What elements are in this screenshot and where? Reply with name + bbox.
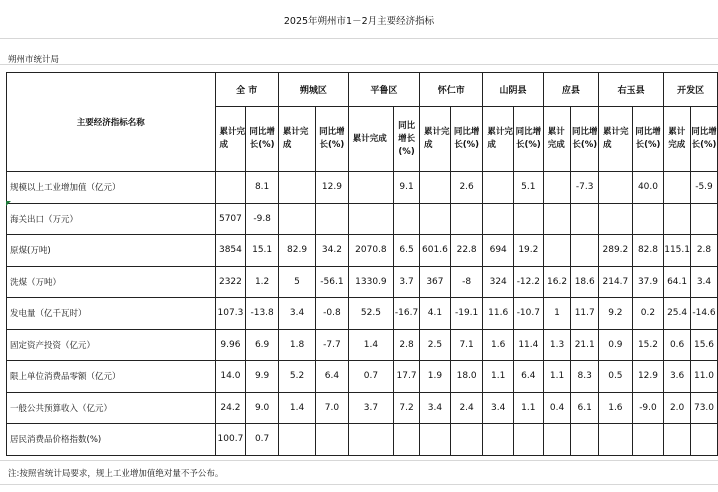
yoy-growth-value-huairen: 18.0 bbox=[450, 361, 483, 393]
cumulative-value-shanyin bbox=[483, 172, 514, 204]
region-header-all: 全 市 bbox=[215, 73, 278, 107]
yoy-growth-value-shanyin: -12.2 bbox=[513, 266, 543, 298]
yoy-growth-value-yingxian bbox=[571, 203, 599, 235]
cumulative-value-youyu: 0.5 bbox=[599, 361, 633, 393]
cumulative-value-youyu: 214.7 bbox=[599, 266, 633, 298]
yoy-growth-value-youyu: 15.2 bbox=[632, 329, 664, 361]
yoy-growth-value-youyu: 40.0 bbox=[632, 172, 664, 204]
yoy-growth-value-pinglu: 3.7 bbox=[394, 266, 420, 298]
region-header-kaifaqu: 开发区 bbox=[664, 73, 718, 107]
cumulative-value-huairen: 367 bbox=[420, 266, 451, 298]
yoy-growth-value-pinglu bbox=[394, 424, 420, 456]
cumulative-value-pinglu: 2070.8 bbox=[348, 235, 393, 267]
subheader-cumulative: 累计完成 bbox=[278, 107, 315, 172]
yoy-growth-value-pinglu: -16.7 bbox=[394, 298, 420, 330]
cumulative-value-huairen: 4.1 bbox=[420, 298, 451, 330]
sheet-gridline bbox=[0, 38, 718, 39]
cumulative-value-youyu: 1.6 bbox=[599, 392, 633, 424]
cumulative-value-yingxian bbox=[543, 424, 571, 456]
cumulative-value-shuocheng: 1.4 bbox=[278, 392, 315, 424]
yoy-growth-value-youyu: 82.8 bbox=[632, 235, 664, 267]
cumulative-value-shuocheng: 3.4 bbox=[278, 298, 315, 330]
region-header-pinglu: 平鲁区 bbox=[348, 73, 419, 107]
subheader-cumulative: 累计完成 bbox=[348, 107, 393, 172]
yoy-growth-value-all: 15.1 bbox=[246, 235, 279, 267]
yoy-growth-value-kaifaqu: 73.0 bbox=[690, 392, 717, 424]
cumulative-value-youyu: 289.2 bbox=[599, 235, 633, 267]
yoy-growth-value-huairen: 2.4 bbox=[450, 392, 483, 424]
yoy-growth-value-yingxian: -7.3 bbox=[571, 172, 599, 204]
table-row bbox=[7, 172, 718, 204]
cumulative-value-kaifaqu: 0.6 bbox=[664, 329, 691, 361]
cumulative-value-huairen bbox=[420, 424, 451, 456]
table-row bbox=[7, 361, 718, 393]
cumulative-value-shanyin bbox=[483, 203, 514, 235]
yoy-growth-value-yingxian bbox=[571, 235, 599, 267]
cumulative-value-yingxian: 1.1 bbox=[543, 361, 571, 393]
cumulative-value-shuocheng bbox=[278, 424, 315, 456]
cumulative-value-shuocheng: 5 bbox=[278, 266, 315, 298]
cumulative-value-shuocheng bbox=[278, 203, 315, 235]
subheader-yoy-growth: 同比增长(%) bbox=[632, 107, 664, 172]
yoy-growth-value-youyu: -9.0 bbox=[632, 392, 664, 424]
yoy-growth-value-kaifaqu: -5.9 bbox=[690, 172, 717, 204]
cumulative-value-pinglu bbox=[348, 172, 393, 204]
yoy-growth-value-yingxian: 8.3 bbox=[571, 361, 599, 393]
cumulative-value-pinglu: 0.7 bbox=[348, 361, 393, 393]
cumulative-value-kaifaqu: 25.4 bbox=[664, 298, 691, 330]
cumulative-value-pinglu: 1.4 bbox=[348, 329, 393, 361]
cumulative-value-youyu bbox=[599, 203, 633, 235]
yoy-growth-value-huairen bbox=[450, 203, 483, 235]
region-header-huairen: 怀仁市 bbox=[420, 73, 483, 107]
subheader-yoy-growth: 同比增长(%) bbox=[513, 107, 543, 172]
yoy-growth-value-shanyin: 1.1 bbox=[513, 392, 543, 424]
region-header-shanyin: 山阴县 bbox=[483, 73, 543, 107]
indicator-name: 规模以上工业增加值（亿元） bbox=[7, 172, 216, 204]
yoy-growth-value-all: 1.2 bbox=[246, 266, 279, 298]
yoy-growth-value-youyu bbox=[632, 424, 664, 456]
indicator-name: 限上单位消费品零额（亿元） bbox=[7, 361, 216, 393]
yoy-growth-value-huairen: 7.1 bbox=[450, 329, 483, 361]
yoy-growth-value-huairen: -8 bbox=[450, 266, 483, 298]
yoy-growth-value-yingxian bbox=[571, 424, 599, 456]
yoy-growth-value-youyu bbox=[632, 203, 664, 235]
yoy-growth-value-pinglu: 17.7 bbox=[394, 361, 420, 393]
subheader-cumulative: 累计完成 bbox=[543, 107, 571, 172]
cumulative-value-yingxian: 0.4 bbox=[543, 392, 571, 424]
cumulative-value-all bbox=[215, 172, 246, 204]
cumulative-value-shanyin: 3.4 bbox=[483, 392, 514, 424]
cumulative-value-huairen: 3.4 bbox=[420, 392, 451, 424]
yoy-growth-value-shanyin: 5.1 bbox=[513, 172, 543, 204]
cumulative-value-shanyin: 1.6 bbox=[483, 329, 514, 361]
cumulative-value-yingxian: 1 bbox=[543, 298, 571, 330]
subheader-cumulative: 累计完成 bbox=[215, 107, 246, 172]
yoy-growth-value-pinglu: 7.2 bbox=[394, 392, 420, 424]
yoy-growth-value-all: 8.1 bbox=[246, 172, 279, 204]
yoy-growth-value-shanyin bbox=[513, 203, 543, 235]
cumulative-value-shanyin: 324 bbox=[483, 266, 514, 298]
cumulative-value-huairen bbox=[420, 172, 451, 204]
cumulative-value-youyu bbox=[599, 172, 633, 204]
region-header-youyu: 右玉县 bbox=[599, 73, 664, 107]
cumulative-value-all: 107.3 bbox=[215, 298, 246, 330]
cumulative-value-shuocheng: 5.2 bbox=[278, 361, 315, 393]
cumulative-value-all: 100.7 bbox=[215, 424, 246, 456]
sheet-gridline bbox=[0, 460, 718, 461]
table-row bbox=[7, 392, 718, 424]
indicator-name: 一般公共预算收入（亿元） bbox=[7, 392, 216, 424]
cumulative-value-youyu: 0.9 bbox=[599, 329, 633, 361]
cumulative-value-kaifaqu: 64.1 bbox=[664, 266, 691, 298]
yoy-growth-value-youyu: 37.9 bbox=[632, 266, 664, 298]
yoy-growth-value-shuocheng: 7.0 bbox=[316, 392, 349, 424]
yoy-growth-value-huairen: 22.8 bbox=[450, 235, 483, 267]
cumulative-value-yingxian: 16.2 bbox=[543, 266, 571, 298]
yoy-growth-value-yingxian: 11.7 bbox=[571, 298, 599, 330]
cumulative-value-kaifaqu: 3.6 bbox=[664, 361, 691, 393]
cumulative-value-pinglu: 52.5 bbox=[348, 298, 393, 330]
yoy-growth-value-yingxian: 18.6 bbox=[571, 266, 599, 298]
cumulative-value-all: 5707 bbox=[215, 203, 246, 235]
indicator-name: 居民消费品价格指数(%) bbox=[7, 424, 216, 456]
indicator-name: 原煤(万吨) bbox=[7, 235, 216, 267]
subheader-yoy-growth: 同比增长(%) bbox=[316, 107, 349, 172]
table-row bbox=[7, 203, 718, 235]
yoy-growth-value-shuocheng bbox=[316, 203, 349, 235]
subheader-yoy-growth: 同比增长(%) bbox=[571, 107, 599, 172]
yoy-growth-value-huairen bbox=[450, 424, 483, 456]
cumulative-value-youyu: 9.2 bbox=[599, 298, 633, 330]
yoy-growth-value-pinglu bbox=[394, 203, 420, 235]
subheader-yoy-growth: 同比增长(%) bbox=[450, 107, 483, 172]
indicator-name: 海关出口（万元） bbox=[7, 203, 216, 235]
table-row bbox=[7, 266, 718, 298]
cumulative-value-yingxian bbox=[543, 235, 571, 267]
cumulative-value-pinglu: 3.7 bbox=[348, 392, 393, 424]
sheet-gridline bbox=[0, 484, 718, 485]
cumulative-value-huairen: 1.9 bbox=[420, 361, 451, 393]
yoy-growth-value-kaifaqu: -14.6 bbox=[690, 298, 717, 330]
cumulative-value-all: 24.2 bbox=[215, 392, 246, 424]
yoy-growth-value-shanyin: 11.4 bbox=[513, 329, 543, 361]
yoy-growth-value-yingxian: 6.1 bbox=[571, 392, 599, 424]
subheader-cumulative: 累计完成 bbox=[483, 107, 514, 172]
yoy-growth-value-kaifaqu: 3.4 bbox=[690, 266, 717, 298]
subheader-yoy-growth: 同比增长(%) bbox=[690, 107, 717, 172]
yoy-growth-value-all: -13.8 bbox=[246, 298, 279, 330]
cumulative-value-kaifaqu bbox=[664, 172, 691, 204]
yoy-growth-value-kaifaqu bbox=[690, 203, 717, 235]
cumulative-value-all: 9.96 bbox=[215, 329, 246, 361]
cumulative-value-yingxian bbox=[543, 172, 571, 204]
subheader-yoy-growth: 同比增长(%) bbox=[394, 107, 420, 172]
cumulative-value-all: 2322 bbox=[215, 266, 246, 298]
footnote: 注:按照省统计局要求，规上工业增加值绝对量不予公布。 bbox=[8, 469, 224, 479]
cumulative-value-pinglu bbox=[348, 424, 393, 456]
yoy-growth-value-yingxian: 21.1 bbox=[571, 329, 599, 361]
cumulative-value-shanyin: 1.1 bbox=[483, 361, 514, 393]
yoy-growth-value-shuocheng: 34.2 bbox=[316, 235, 349, 267]
yoy-growth-value-pinglu: 2.8 bbox=[394, 329, 420, 361]
yoy-growth-value-shuocheng: -56.1 bbox=[316, 266, 349, 298]
yoy-growth-value-kaifaqu: 11.0 bbox=[690, 361, 717, 393]
cumulative-value-huairen: 601.6 bbox=[420, 235, 451, 267]
cumulative-value-kaifaqu: 2.0 bbox=[664, 392, 691, 424]
yoy-growth-value-youyu: 12.9 bbox=[632, 361, 664, 393]
yoy-growth-value-huairen: 2.6 bbox=[450, 172, 483, 204]
cumulative-value-pinglu: 1330.9 bbox=[348, 266, 393, 298]
document-title: 2025年朔州市1－2月主要经济指标 bbox=[283, 16, 435, 27]
table-row bbox=[7, 298, 718, 330]
cumulative-value-huairen: 2.5 bbox=[420, 329, 451, 361]
cumulative-value-shuocheng bbox=[278, 172, 315, 204]
table-row bbox=[7, 424, 718, 456]
yoy-growth-value-shanyin: 6.4 bbox=[513, 361, 543, 393]
yoy-growth-value-kaifaqu: 15.6 bbox=[690, 329, 717, 361]
yoy-growth-value-shanyin bbox=[513, 424, 543, 456]
cumulative-value-youyu bbox=[599, 424, 633, 456]
subheader-yoy-growth: 同比增长(%) bbox=[246, 107, 279, 172]
yoy-growth-value-shanyin: -10.7 bbox=[513, 298, 543, 330]
yoy-growth-value-kaifaqu: 2.8 bbox=[690, 235, 717, 267]
cumulative-value-shuocheng: 82.9 bbox=[278, 235, 315, 267]
cumulative-value-all: 3854 bbox=[215, 235, 246, 267]
indicator-name: 发电量（亿千瓦时） bbox=[7, 298, 216, 330]
indicator-name: 洗煤（万吨） bbox=[7, 266, 216, 298]
cumulative-value-shuocheng: 1.8 bbox=[278, 329, 315, 361]
region-header-yingxian: 应县 bbox=[543, 73, 598, 107]
yoy-growth-value-youyu: 0.2 bbox=[632, 298, 664, 330]
yoy-growth-value-all: 6.9 bbox=[246, 329, 279, 361]
cumulative-value-shanyin: 11.6 bbox=[483, 298, 514, 330]
yoy-growth-value-all: 9.9 bbox=[246, 361, 279, 393]
yoy-growth-value-pinglu: 6.5 bbox=[394, 235, 420, 267]
sheet-gridline bbox=[0, 64, 718, 65]
cumulative-value-kaifaqu: 115.1 bbox=[664, 235, 691, 267]
cell-comment-marker bbox=[6, 201, 11, 206]
cumulative-value-kaifaqu bbox=[664, 203, 691, 235]
table-row bbox=[7, 235, 718, 267]
subheader-cumulative: 累计完成 bbox=[420, 107, 451, 172]
cumulative-value-yingxian bbox=[543, 203, 571, 235]
yoy-growth-value-shuocheng: -0.8 bbox=[316, 298, 349, 330]
table-row bbox=[7, 329, 718, 361]
yoy-growth-value-shuocheng bbox=[316, 424, 349, 456]
organization-label: 朔州市统计局 bbox=[8, 55, 60, 65]
yoy-growth-value-kaifaqu bbox=[690, 424, 717, 456]
subheader-cumulative: 累计完成 bbox=[599, 107, 633, 172]
cumulative-value-huairen bbox=[420, 203, 451, 235]
yoy-growth-value-shanyin: 19.2 bbox=[513, 235, 543, 267]
yoy-growth-value-huairen: -19.1 bbox=[450, 298, 483, 330]
cumulative-value-all: 14.0 bbox=[215, 361, 246, 393]
yoy-growth-value-shuocheng: -7.7 bbox=[316, 329, 349, 361]
yoy-growth-value-all: -9.8 bbox=[246, 203, 279, 235]
yoy-growth-value-shuocheng: 12.9 bbox=[316, 172, 349, 204]
cumulative-value-shanyin bbox=[483, 424, 514, 456]
yoy-growth-value-all: 9.0 bbox=[246, 392, 279, 424]
region-header-shuocheng: 朔城区 bbox=[278, 73, 348, 107]
indicator-table bbox=[6, 72, 718, 456]
yoy-growth-value-pinglu: 9.1 bbox=[394, 172, 420, 204]
indicator-name: 固定资产投资（亿元） bbox=[7, 329, 216, 361]
indicator-header: 主要经济指标名称 bbox=[7, 73, 216, 172]
cumulative-value-kaifaqu bbox=[664, 424, 691, 456]
subheader-cumulative: 累计完成 bbox=[664, 107, 691, 172]
cumulative-value-shanyin: 694 bbox=[483, 235, 514, 267]
cumulative-value-yingxian: 1.3 bbox=[543, 329, 571, 361]
yoy-growth-value-all: 0.7 bbox=[246, 424, 279, 456]
cumulative-value-pinglu bbox=[348, 203, 393, 235]
yoy-growth-value-shuocheng: 6.4 bbox=[316, 361, 349, 393]
